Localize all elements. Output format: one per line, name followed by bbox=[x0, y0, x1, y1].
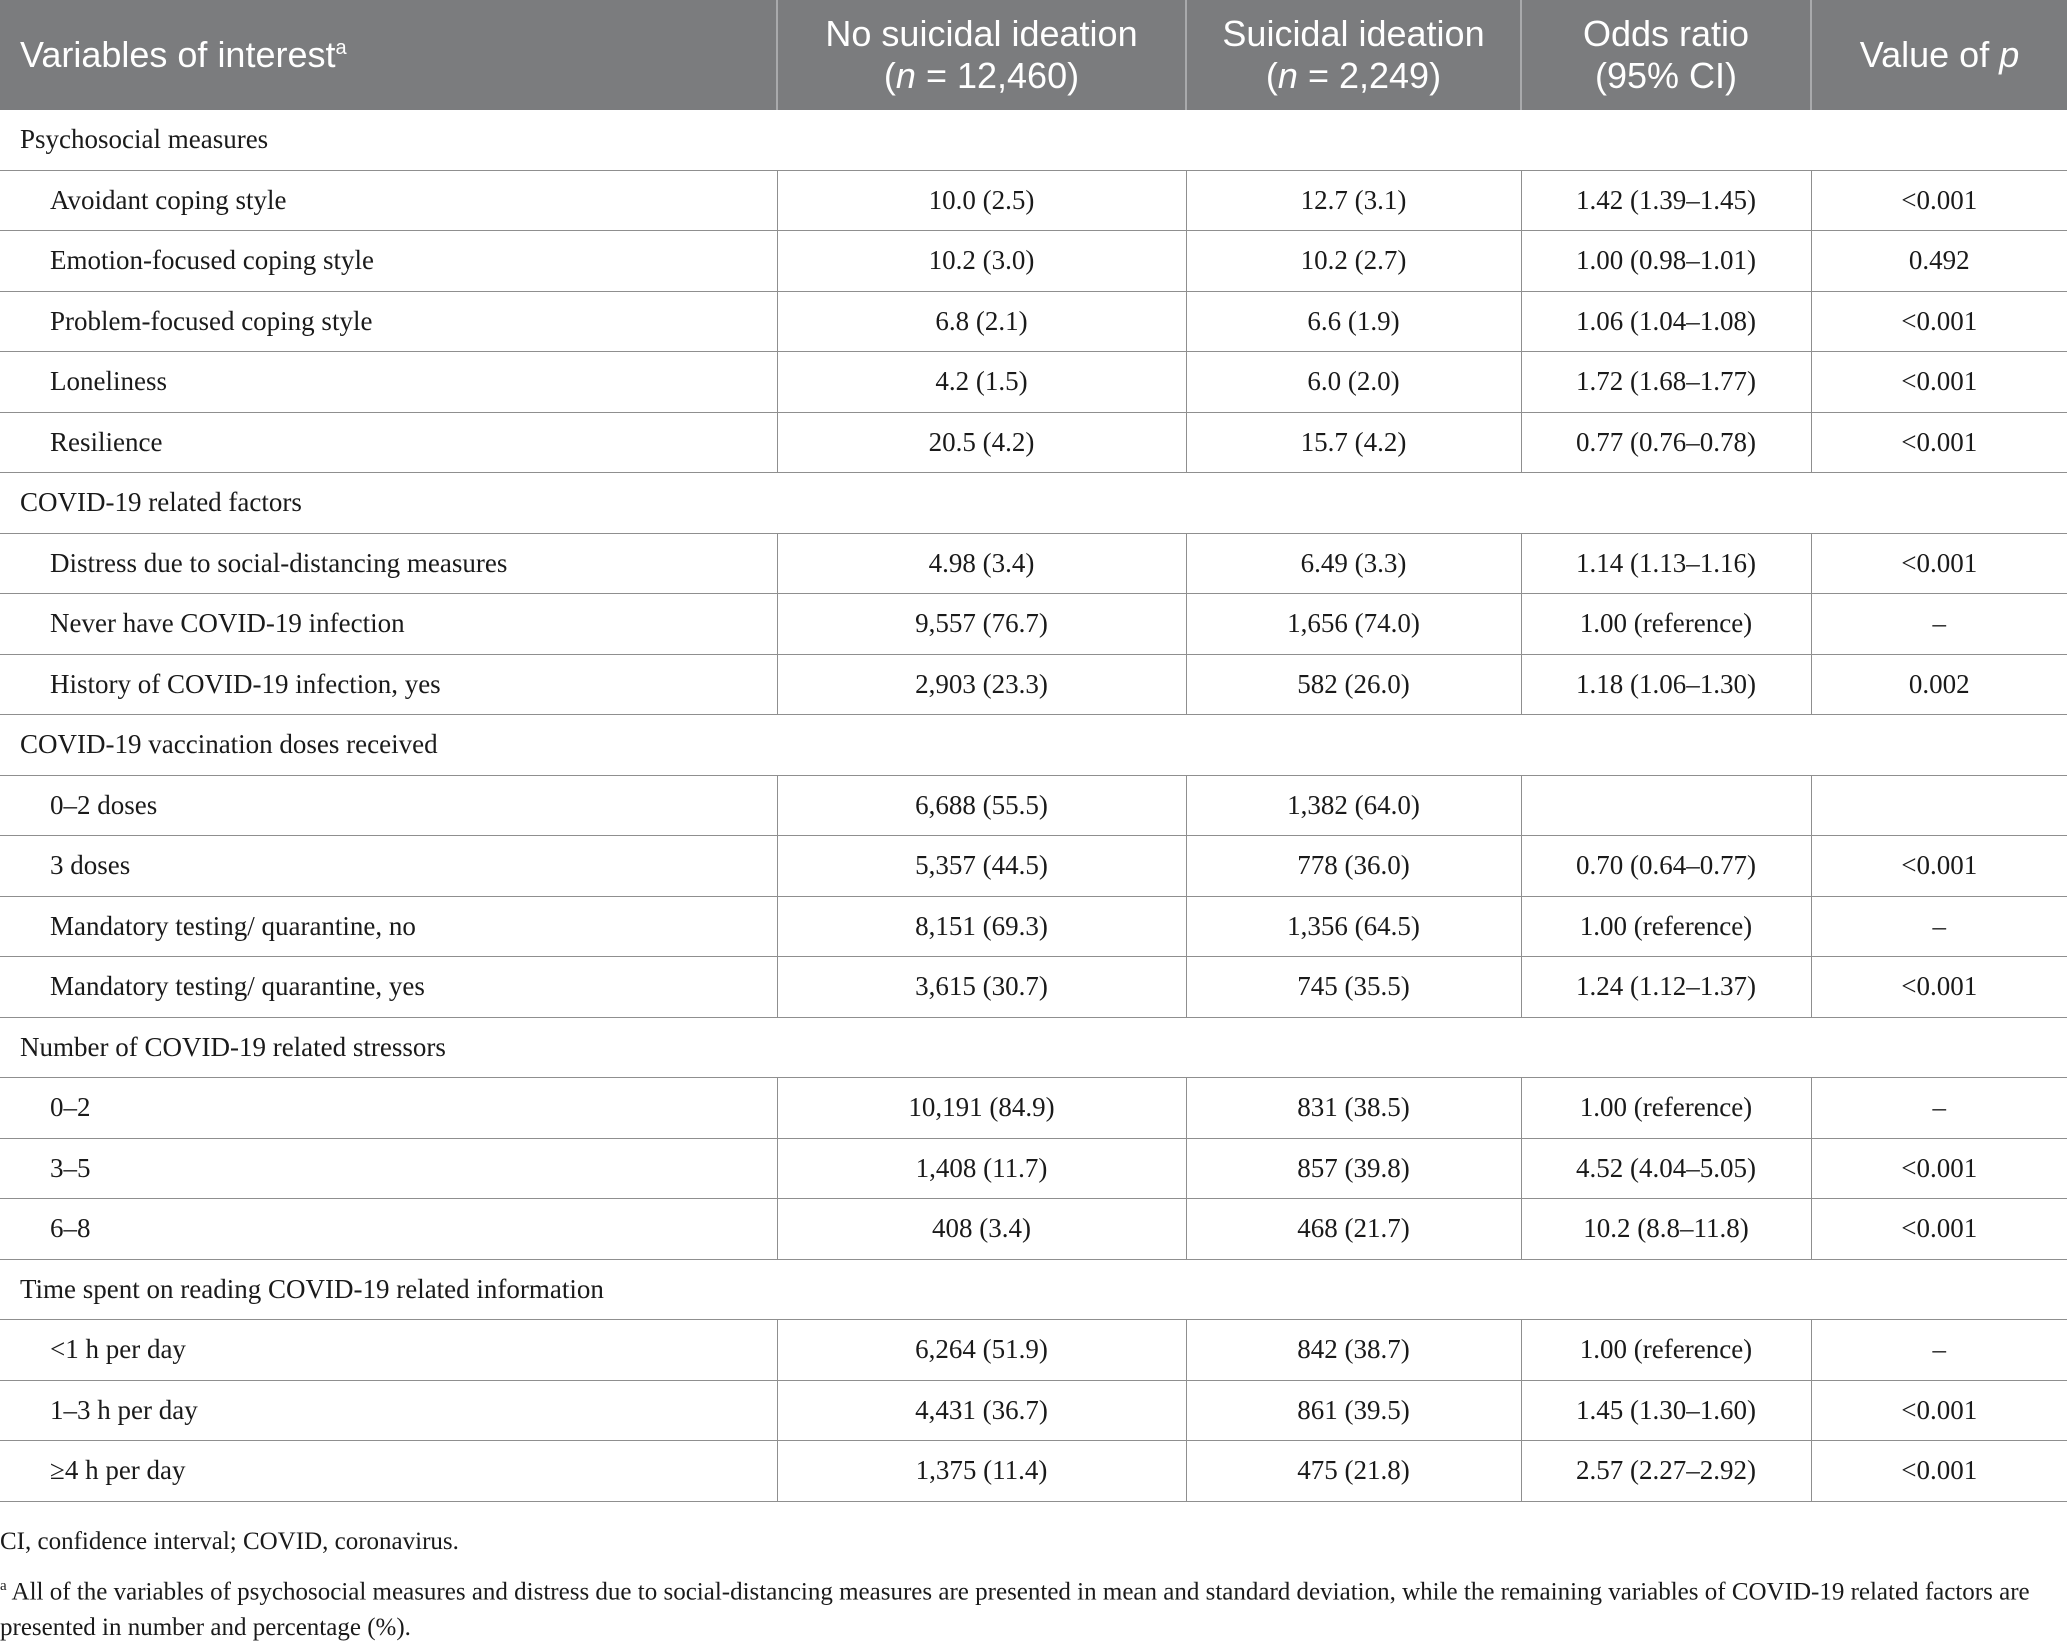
table-footnotes bbox=[0, 1524, 2060, 1646]
odds-ratio-cell: 1.00 (0.98–1.01) bbox=[1521, 231, 1811, 292]
p-value-cell: <0.001 bbox=[1811, 352, 2067, 413]
variable-label-cell: 3–5 bbox=[0, 1138, 777, 1199]
no-suicidal-ideation-cell: 10.2 (3.0) bbox=[777, 231, 1186, 292]
odds-ratio-cell: 1.45 (1.30–1.60) bbox=[1521, 1380, 1811, 1441]
suicidal-ideation-cell: 778 (36.0) bbox=[1186, 836, 1521, 897]
table-row bbox=[0, 896, 2067, 957]
suicidal-ideation-cell: 475 (21.8) bbox=[1186, 1441, 1521, 1502]
variable-label-cell: Resilience bbox=[0, 412, 777, 473]
p-value-cell: <0.001 bbox=[1811, 1380, 2067, 1441]
p-value-cell: <0.001 bbox=[1811, 1441, 2067, 1502]
suicidal-ideation-cell: 582 (26.0) bbox=[1186, 654, 1521, 715]
section-header-row bbox=[0, 715, 2067, 776]
table-header bbox=[0, 0, 2067, 110]
footnote-a: $^a$ All of the variables of psychosocial measures and distress due to social-distancing measures are presented in mean and standard deviation, while the remaining variables of COVID-19 related factors are presented in number and percentage (%). bbox=[0, 1578, 2030, 1642]
p-value-cell: – bbox=[1811, 896, 2067, 957]
section-title: COVID-19 related factors bbox=[0, 473, 2067, 534]
suicidal-ideation-cell: 831 (38.5) bbox=[1186, 1078, 1521, 1139]
table-row bbox=[0, 291, 2067, 352]
table-row bbox=[0, 1320, 2067, 1381]
no-suicidal-ideation-cell: 4.2 (1.5) bbox=[777, 352, 1186, 413]
section-title: Psychosocial measures bbox=[0, 110, 2067, 170]
odds-ratio-cell: 1.24 (1.12–1.37) bbox=[1521, 957, 1811, 1018]
p-value-cell bbox=[1811, 775, 2067, 836]
no-suicidal-ideation-cell: 4,431 (36.7) bbox=[777, 1380, 1186, 1441]
odds-ratio-cell: 1.00 (reference) bbox=[1521, 896, 1811, 957]
variable-label-cell: Problem-focused coping style bbox=[0, 291, 777, 352]
table-row bbox=[0, 775, 2067, 836]
section-header-row bbox=[0, 473, 2067, 534]
no-suicidal-ideation-cell: 20.5 (4.2) bbox=[777, 412, 1186, 473]
table-row bbox=[0, 533, 2067, 594]
no-suicidal-ideation-cell: 2,903 (23.3) bbox=[777, 654, 1186, 715]
no-suicidal-ideation-cell: 6,264 (51.9) bbox=[777, 1320, 1186, 1381]
suicidal-ideation-cell: 12.7 (3.1) bbox=[1186, 170, 1521, 231]
odds-ratio-cell: 4.52 (4.04–5.05) bbox=[1521, 1138, 1811, 1199]
variable-label-cell: Never have COVID-19 infection bbox=[0, 594, 777, 655]
header-no-suicidal-ideation: No suicidal ideation (n = 12,460) bbox=[777, 0, 1186, 110]
section-header-row bbox=[0, 1259, 2067, 1320]
variable-label-cell: Loneliness bbox=[0, 352, 777, 413]
no-suicidal-ideation-cell: 8,151 (69.3) bbox=[777, 896, 1186, 957]
odds-ratio-cell: 2.57 (2.27–2.92) bbox=[1521, 1441, 1811, 1502]
suicidal-ideation-cell: 842 (38.7) bbox=[1186, 1320, 1521, 1381]
variable-label-cell: History of COVID-19 infection, yes bbox=[0, 654, 777, 715]
suicidal-ideation-cell: 15.7 (4.2) bbox=[1186, 412, 1521, 473]
p-value-cell: <0.001 bbox=[1811, 836, 2067, 897]
suicidal-ideation-cell: 857 (39.8) bbox=[1186, 1138, 1521, 1199]
table-row bbox=[0, 1380, 2067, 1441]
odds-ratio-cell: 1.06 (1.04–1.08) bbox=[1521, 291, 1811, 352]
variable-label-cell: Mandatory testing/ quarantine, yes bbox=[0, 957, 777, 1018]
variable-label-cell: 3 doses bbox=[0, 836, 777, 897]
table-row bbox=[0, 1199, 2067, 1260]
suicidal-ideation-cell: 861 (39.5) bbox=[1186, 1380, 1521, 1441]
no-suicidal-ideation-cell: 3,615 (30.7) bbox=[777, 957, 1186, 1018]
variable-label-cell: 1–3 h per day bbox=[0, 1380, 777, 1441]
variable-label-cell: 0–2 doses bbox=[0, 775, 777, 836]
odds-ratio-cell: 10.2 (8.8–11.8) bbox=[1521, 1199, 1811, 1260]
suicidal-ideation-cell: 745 (35.5) bbox=[1186, 957, 1521, 1018]
footnote-abbreviations: CI, confidence interval; COVID, coronavirus. bbox=[0, 1528, 459, 1555]
table-row bbox=[0, 170, 2067, 231]
table-row bbox=[0, 957, 2067, 1018]
suicidal-ideation-cell: 468 (21.7) bbox=[1186, 1199, 1521, 1260]
suicidal-ideation-cell: 6.49 (3.3) bbox=[1186, 533, 1521, 594]
odds-ratio-cell: 1.00 (reference) bbox=[1521, 1320, 1811, 1381]
suicidal-ideation-cell: 6.0 (2.0) bbox=[1186, 352, 1521, 413]
suicidal-ideation-cell: 1,382 (64.0) bbox=[1186, 775, 1521, 836]
odds-ratio-cell: 1.00 (reference) bbox=[1521, 594, 1811, 655]
section-title: Time spent on reading COVID-19 related information bbox=[0, 1259, 2067, 1320]
no-suicidal-ideation-cell: 10.0 (2.5) bbox=[777, 170, 1186, 231]
variable-label-cell: ≥4 h per day bbox=[0, 1441, 777, 1502]
no-suicidal-ideation-cell: 408 (3.4) bbox=[777, 1199, 1186, 1260]
table-row bbox=[0, 1078, 2067, 1139]
odds-ratio-cell: 1.00 (reference) bbox=[1521, 1078, 1811, 1139]
header-suicidal-ideation: Suicidal ideation (n = 2,249) bbox=[1186, 0, 1521, 110]
section-header-row bbox=[0, 110, 2067, 170]
no-suicidal-ideation-cell: 1,408 (11.7) bbox=[777, 1138, 1186, 1199]
p-value-cell: <0.001 bbox=[1811, 957, 2067, 1018]
suicidal-ideation-cell: 10.2 (2.7) bbox=[1186, 231, 1521, 292]
table-row bbox=[0, 836, 2067, 897]
table-row bbox=[0, 1138, 2067, 1199]
header-odds-ratio: Odds ratio (95% CI) bbox=[1521, 0, 1811, 110]
table-row bbox=[0, 352, 2067, 413]
table-row bbox=[0, 654, 2067, 715]
p-value-cell: 0.002 bbox=[1811, 654, 2067, 715]
suicidal-ideation-cell: 1,356 (64.5) bbox=[1186, 896, 1521, 957]
table-row bbox=[0, 1441, 2067, 1502]
table-row bbox=[0, 594, 2067, 655]
no-suicidal-ideation-cell: 4.98 (3.4) bbox=[777, 533, 1186, 594]
p-value-cell: <0.001 bbox=[1811, 170, 2067, 231]
no-suicidal-ideation-cell: 9,557 (76.7) bbox=[777, 594, 1186, 655]
odds-ratio-cell: 1.72 (1.68–1.77) bbox=[1521, 352, 1811, 413]
table-body bbox=[0, 110, 2067, 1501]
odds-ratio-cell: 1.18 (1.06–1.30) bbox=[1521, 654, 1811, 715]
suicidal-ideation-cell: 6.6 (1.9) bbox=[1186, 291, 1521, 352]
p-value-cell: <0.001 bbox=[1811, 533, 2067, 594]
no-suicidal-ideation-cell: 10,191 (84.9) bbox=[777, 1078, 1186, 1139]
no-suicidal-ideation-cell: 1,375 (11.4) bbox=[777, 1441, 1186, 1502]
odds-ratio-cell: 1.14 (1.13–1.16) bbox=[1521, 533, 1811, 594]
variable-label-cell: 0–2 bbox=[0, 1078, 777, 1139]
p-value-cell: 0.492 bbox=[1811, 231, 2067, 292]
variable-label-cell: <1 h per day bbox=[0, 1320, 777, 1381]
section-title: Number of COVID-19 related stressors bbox=[0, 1017, 2067, 1078]
table-row bbox=[0, 412, 2067, 473]
no-suicidal-ideation-cell: 6,688 (55.5) bbox=[777, 775, 1186, 836]
p-value-cell: <0.001 bbox=[1811, 1199, 2067, 1260]
header-row bbox=[0, 0, 2067, 110]
variable-label-cell: 6–8 bbox=[0, 1199, 777, 1260]
p-value-cell: <0.001 bbox=[1811, 291, 2067, 352]
odds-ratio-cell: 0.70 (0.64–0.77) bbox=[1521, 836, 1811, 897]
p-value-cell: <0.001 bbox=[1811, 412, 2067, 473]
no-suicidal-ideation-cell: 5,357 (44.5) bbox=[777, 836, 1186, 897]
header-p-value: Value of p bbox=[1811, 0, 2067, 110]
variable-label-cell: Mandatory testing/ quarantine, no bbox=[0, 896, 777, 957]
odds-ratio-cell: 0.77 (0.76–0.78) bbox=[1521, 412, 1811, 473]
section-header-row bbox=[0, 1017, 2067, 1078]
p-value-cell: – bbox=[1811, 1320, 2067, 1381]
header-variables: Variables of interest$^a$ bbox=[0, 0, 777, 110]
table-row bbox=[0, 231, 2067, 292]
variable-label-cell: Avoidant coping style bbox=[0, 170, 777, 231]
odds-ratio-cell bbox=[1521, 775, 1811, 836]
p-value-cell: <0.001 bbox=[1811, 1138, 2067, 1199]
no-suicidal-ideation-cell: 6.8 (2.1) bbox=[777, 291, 1186, 352]
section-title: COVID-19 vaccination doses received bbox=[0, 715, 2067, 776]
odds-ratio-cell: 1.42 (1.39–1.45) bbox=[1521, 170, 1811, 231]
p-value-cell: – bbox=[1811, 1078, 2067, 1139]
p-value-cell: – bbox=[1811, 594, 2067, 655]
variable-label-cell: Distress due to social-distancing measures bbox=[0, 533, 777, 594]
variable-label-cell: Emotion-focused coping style bbox=[0, 231, 777, 292]
suicidal-ideation-cell: 1,656 (74.0) bbox=[1186, 594, 1521, 655]
